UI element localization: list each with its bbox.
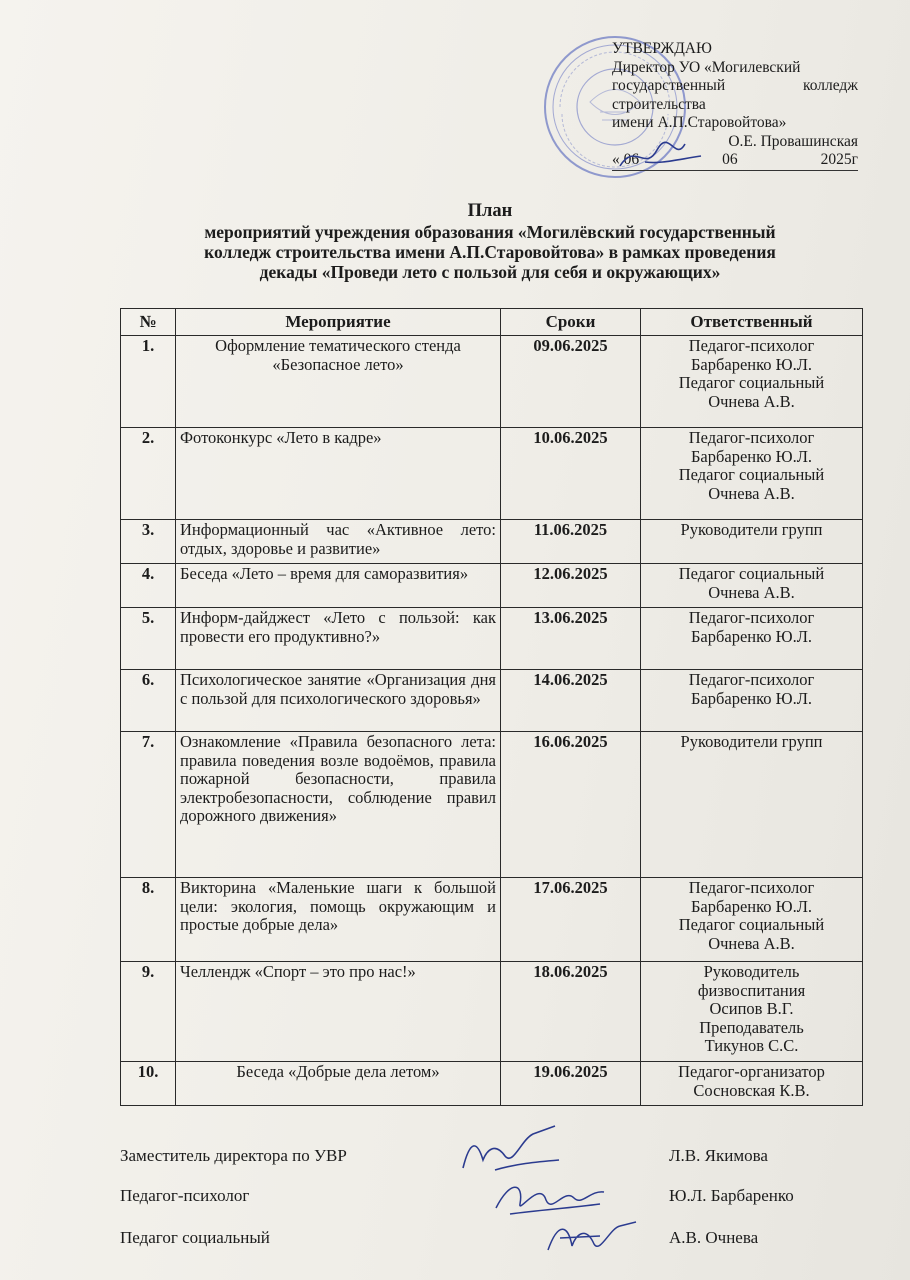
- approval-line-3: строительства: [612, 95, 706, 113]
- resp-line: Педагог-психолог: [688, 336, 815, 355]
- resp-line: Барбаренко Ю.Л.: [690, 446, 813, 466]
- row-responsible: [641, 1062, 863, 1106]
- resp-line: Педагог-психолог: [688, 670, 815, 689]
- title-line-3: декады «Проведи лето с пользой для себя и окружающих»: [259, 262, 721, 282]
- resp-line: Педагог-психолог: [688, 428, 815, 447]
- signature-role: Педагог социальный: [120, 1228, 270, 1247]
- row-responsible: [641, 520, 863, 564]
- approval-line-2: государственный колледж: [612, 77, 858, 94]
- row-num: 10.: [121, 1062, 176, 1106]
- table-row: [121, 608, 863, 670]
- row-responsible: [641, 608, 863, 670]
- resp-line: Барбаренко Ю.Л.: [690, 688, 813, 708]
- row-date: 17.06.2025: [501, 878, 641, 962]
- row-responsible: [641, 962, 863, 1062]
- approval-line-1: Директор УО «Могилевский: [612, 58, 801, 76]
- resp-line: Педагог-психолог: [688, 878, 815, 897]
- approval-signer: О.Е. Провашинская: [728, 132, 858, 150]
- row-date: 14.06.2025: [501, 670, 641, 732]
- signature-name: А.В. Очнева: [669, 1228, 759, 1247]
- header-num: №: [121, 309, 176, 336]
- resp-line: Барбаренко Ю.Л.: [690, 626, 813, 646]
- table-row: [121, 336, 863, 428]
- resp-line: Педагог-психолог: [688, 608, 815, 627]
- resp-line: Преподаватель: [699, 1017, 804, 1037]
- table-row: [121, 670, 863, 732]
- row-event: Информ-дайджест «Лето с пользой: как провести его продуктивно?»: [176, 608, 501, 670]
- row-num: 2.: [121, 428, 176, 520]
- director-signature: [615, 132, 705, 180]
- events-table: [120, 308, 863, 1106]
- row-num: 9.: [121, 962, 176, 1062]
- document-title: [120, 200, 860, 282]
- row-responsible: [641, 670, 863, 732]
- resp-line: Барбаренко Ю.Л.: [690, 896, 813, 916]
- row-responsible: [641, 428, 863, 520]
- row-event: Беседа «Лето – время для саморазвития»: [176, 564, 501, 608]
- row-num: 6.: [121, 670, 176, 732]
- row-responsible: [641, 878, 863, 962]
- row-event: Оформление тематического стенда «Безопасное лето»: [176, 336, 501, 428]
- resp-line: Педагог социальный: [678, 915, 825, 934]
- signature-row-social: [120, 1228, 860, 1252]
- table-row: [121, 732, 863, 878]
- resp-line: Сосновская К.В.: [693, 1080, 810, 1100]
- row-event: Психологическое занятие «Организация дня с пользой для психологического здоровья»: [176, 670, 501, 732]
- row-event: Беседа «Добрые дела летом»: [176, 1062, 501, 1106]
- table-row: [121, 564, 863, 608]
- row-responsible: [641, 732, 863, 878]
- resp-line: Педагог-организатор: [678, 1062, 825, 1081]
- resp-line: физвоспитания: [697, 980, 806, 1000]
- signature-role: Педагог-психолог: [120, 1186, 250, 1205]
- row-num: 1.: [121, 336, 176, 428]
- row-num: 8.: [121, 878, 176, 962]
- row-date: 10.06.2025: [501, 428, 641, 520]
- table-row: [121, 1062, 863, 1106]
- resp-line: Очнева А.В.: [708, 582, 795, 602]
- header-event: Мероприятие: [176, 309, 501, 336]
- row-date: 11.06.2025: [501, 520, 641, 564]
- row-num: 3.: [121, 520, 176, 564]
- table-row: [121, 428, 863, 520]
- approval-line-4: имени А.П.Старовойтова»: [612, 114, 787, 131]
- resp-line: Руководители групп: [680, 732, 823, 751]
- row-event: Фотоконкурс «Лето в кадре»: [176, 428, 501, 520]
- resp-line: Очнева А.В.: [708, 483, 795, 503]
- social-teacher-signature: [540, 1210, 640, 1260]
- row-responsible: [641, 336, 863, 428]
- row-date: 16.06.2025: [501, 732, 641, 878]
- approval-date-day: « 06: [612, 151, 640, 168]
- resp-line: Педагог социальный: [678, 373, 825, 392]
- row-date: 13.06.2025: [501, 608, 641, 670]
- row-event: Информационный час «Активное лето: отдых, здоровье и развитие»: [176, 520, 501, 564]
- table-row: [121, 878, 863, 962]
- resp-line: Осипов В.Г.: [709, 999, 794, 1018]
- row-num: 4.: [121, 564, 176, 608]
- row-date: 09.06.2025: [501, 336, 641, 428]
- row-event: Ознакомление «Правила безопасного лета: правила поведения возле водоёмов, правила пожарной безопасности, правила электробезопасности, соблюдение правил дорожного движения»: [176, 732, 501, 878]
- table-row: [121, 962, 863, 1062]
- signature-name: Ю.Л. Барбаренко: [669, 1186, 794, 1205]
- table-header-row: [121, 309, 863, 336]
- row-num: 7.: [121, 732, 176, 878]
- row-num: 5.: [121, 608, 176, 670]
- resp-line: Руководитель: [703, 962, 800, 981]
- title-line-1: мероприятий учреждения образования «Могилёвский государственный: [204, 222, 776, 242]
- header-responsible: Ответственный: [641, 309, 863, 336]
- resp-line: Очнева А.В.: [708, 933, 795, 953]
- resp-line: Барбаренко Ю.Л.: [690, 354, 813, 374]
- resp-line: Педагог социальный: [678, 465, 825, 484]
- title-line-2: колледж строительства имени А.П.Старовойтова» в рамках проведения: [204, 242, 776, 262]
- row-date: 19.06.2025: [501, 1062, 641, 1106]
- row-event: Челлендж «Спорт – это про нас!»: [176, 962, 501, 1062]
- title-main: План: [467, 201, 513, 221]
- signature-role: Заместитель директора по УВР: [120, 1146, 347, 1165]
- resp-line: Тикунов С.С.: [704, 1036, 799, 1055]
- resp-line: Руководители групп: [680, 520, 823, 539]
- resp-line: Очнева А.В.: [708, 391, 795, 411]
- row-date: 18.06.2025: [501, 962, 641, 1062]
- resp-line: Педагог социальный: [678, 564, 825, 583]
- row-date: 12.06.2025: [501, 564, 641, 608]
- table-row: [121, 520, 863, 564]
- approval-date-year: 2025г: [820, 151, 858, 168]
- approval-date-month: 06: [722, 151, 738, 168]
- row-event: Викторина «Маленькие шаги к большой цели: экология, помощь окружающим и простые добрые дела»: [176, 878, 501, 962]
- signature-name: Л.В. Якимова: [669, 1146, 768, 1165]
- header-date: Сроки: [501, 309, 641, 336]
- row-responsible: [641, 564, 863, 608]
- approval-heading: УТВЕРЖДАЮ: [612, 40, 712, 57]
